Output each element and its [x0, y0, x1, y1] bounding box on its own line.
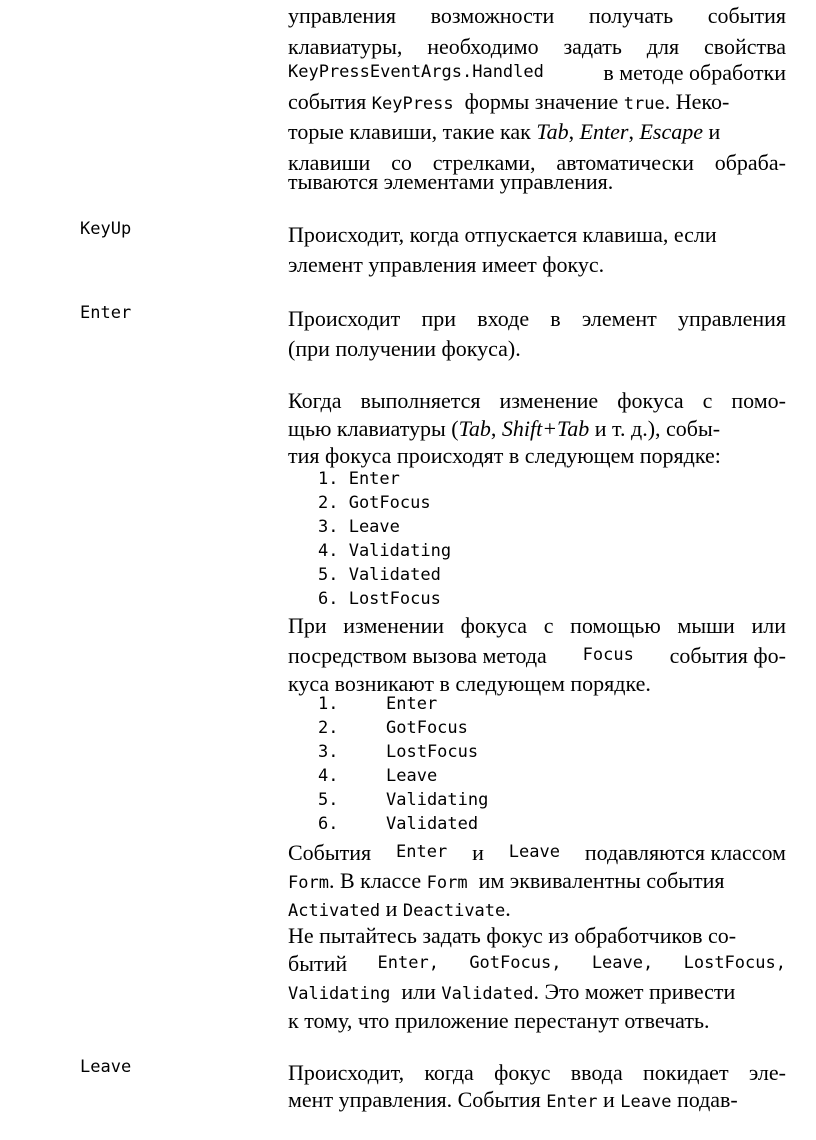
top-line-4 — [288, 86, 786, 117]
list-text: Validating — [386, 790, 489, 810]
text-run: подав- — [676, 1087, 738, 1112]
enter-p4-line-2 — [288, 865, 786, 896]
list-item — [318, 812, 488, 836]
code-term: Validated — [441, 984, 534, 1004]
word: с — [543, 613, 554, 638]
enter-p5-line-3 — [288, 976, 786, 1007]
text-run: и — [472, 840, 484, 865]
text-run: и — [380, 896, 403, 921]
word: эле- — [748, 1060, 786, 1085]
term-leave: Leave — [80, 1057, 132, 1077]
list-item: 4. Validating — [318, 541, 452, 561]
punct: , — [628, 119, 634, 144]
word: выполняется — [360, 388, 481, 413]
punct: . — [505, 896, 511, 921]
word: возможности — [430, 3, 555, 28]
leave-line-2 — [288, 1084, 786, 1115]
list-number: 6. — [318, 814, 339, 834]
code-term: Activated — [288, 901, 381, 921]
enter-p3-line-2 — [288, 640, 786, 671]
word: помо- — [731, 388, 786, 413]
text-run: подавляются классом — [584, 840, 786, 865]
code-term: Enter — [396, 842, 448, 862]
word: свойства — [703, 34, 786, 59]
keyup-line-1: Происходит, когда отпускается клавиша, если — [288, 222, 717, 247]
text-run: события фо- — [669, 643, 786, 668]
text-run: формы значение — [464, 89, 619, 114]
word: управления — [288, 3, 397, 28]
focus-order-list-mouse — [318, 692, 488, 836]
italic-key: Escape — [639, 119, 703, 144]
list-item: 1. Enter — [318, 469, 400, 489]
word: стрелками, — [432, 150, 536, 175]
word: элемент — [581, 306, 657, 331]
italic-key: Tab — [458, 416, 491, 441]
text-run: торые клавиши, такие как — [288, 119, 531, 144]
word: клавиатуры, — [288, 34, 403, 59]
code-term: Enter — [546, 1092, 598, 1112]
word: При — [288, 613, 327, 638]
text-run: . В классе — [328, 868, 422, 893]
code-term: true — [623, 94, 665, 114]
list-number: 1. — [318, 694, 339, 714]
text-run: тываются элементами управления. — [288, 169, 614, 194]
text-run: или — [401, 979, 436, 1004]
list-number: 2. — [318, 718, 339, 738]
word: в — [550, 306, 561, 331]
list-item — [318, 788, 488, 812]
word: получать — [588, 3, 674, 28]
word: Происходит, — [288, 1060, 405, 1085]
word: покидает — [642, 1060, 729, 1085]
word: необходимо — [427, 34, 539, 59]
word: задать — [563, 34, 622, 59]
word: с — [702, 388, 713, 413]
text-run: бытий — [288, 951, 348, 976]
text-run: События — [288, 840, 372, 865]
enter-p4-line-1 — [288, 837, 786, 868]
word: фокус — [494, 1060, 551, 1085]
word: при — [421, 306, 456, 331]
text-run: им эквивалентны события — [478, 868, 725, 893]
code-term: Leave — [508, 842, 560, 862]
word: Когда — [288, 388, 342, 413]
word: или — [751, 613, 786, 638]
list-text: Leave — [386, 766, 438, 786]
top-line-1 — [288, 0, 786, 31]
punct: , — [568, 119, 575, 144]
code-term: GotFocus, — [469, 953, 562, 973]
code-term: Validating — [288, 984, 391, 1004]
code-term: Leave, — [591, 953, 654, 973]
word: для — [646, 34, 680, 59]
word: фокуса — [460, 613, 528, 638]
list-item — [318, 692, 488, 716]
word: автоматически — [556, 150, 694, 175]
word: ввода — [570, 1060, 623, 1085]
code-term: Enter, — [377, 953, 439, 973]
enter-line-2: (при получении фокуса). — [288, 336, 521, 361]
code-term: Deactivate — [402, 901, 506, 921]
word: Происходит — [288, 306, 401, 331]
list-text: Enter — [386, 694, 438, 714]
text-run: мент управления. События — [288, 1087, 541, 1112]
list-text: Validated — [386, 814, 479, 834]
term-keyup: KeyUp — [80, 219, 132, 239]
code-term: Form — [426, 873, 468, 893]
list-text: GotFocus — [386, 718, 468, 738]
list-item: 3. Leave — [318, 517, 400, 537]
code-term: Leave — [620, 1092, 672, 1112]
text-run: события — [288, 89, 367, 114]
list-item — [318, 716, 488, 740]
text-run: и — [708, 119, 721, 144]
word: клавиши — [288, 150, 371, 175]
word: управления — [677, 306, 786, 331]
list-item: 5. Validated — [318, 565, 441, 585]
code-term: KeyPress — [371, 94, 454, 114]
word: когда — [424, 1060, 474, 1085]
code-term: KeyPressEventArgs.Handled — [288, 62, 544, 82]
punct: , — [490, 416, 502, 441]
list-number: 4. — [318, 766, 339, 786]
text-run: и — [602, 1087, 615, 1112]
text-run: посредством вызова метода — [288, 643, 547, 668]
code-term: LostFocus, — [683, 953, 786, 973]
enter-p2-line-1 — [288, 385, 786, 416]
list-item — [318, 764, 488, 788]
enter-p5-line-4: к тому, что приложение перестанут отвечать. — [288, 1008, 710, 1033]
italic-key: Enter — [579, 119, 629, 144]
word: обраба- — [714, 150, 786, 175]
list-item: 6. LostFocus — [318, 589, 441, 609]
text-run: в методе обработки — [603, 60, 786, 85]
word: события — [707, 3, 786, 28]
top-line-5 — [288, 116, 786, 147]
top-line-3 — [288, 57, 786, 88]
word: фокуса — [617, 388, 684, 413]
enter-p3-line-1 — [288, 610, 786, 641]
word: изменении — [343, 613, 444, 638]
word: изменение — [499, 388, 599, 413]
focus-order-list-keyboard — [318, 467, 451, 611]
text-run: и т. д.), собы- — [589, 416, 721, 441]
list-number: 5. — [318, 790, 339, 810]
italic-key: Shift+Tab — [501, 416, 590, 441]
enter-p5-line-1: Не пытайтесь задать фокус из обработчиков со- — [288, 923, 737, 948]
italic-key: Tab — [536, 119, 569, 144]
code-term: Focus — [582, 645, 634, 665]
word: со — [391, 150, 412, 175]
code-term: Form — [288, 873, 329, 893]
text-run: . Это может привести — [533, 979, 736, 1004]
keyup-line-2: элемент управления имеет фокус. — [288, 252, 605, 277]
text-run: щью клавиатуры ( — [288, 416, 459, 441]
text-run: . Неко- — [664, 89, 730, 114]
list-text: LostFocus — [386, 742, 479, 762]
enter-line-1 — [288, 303, 786, 334]
list-item: 2. GotFocus — [318, 493, 431, 513]
enter-p3-line-3: куса возникают в следующем порядке. — [288, 671, 651, 696]
enter-p5-line-2 — [288, 948, 786, 979]
top-line-7 — [288, 166, 786, 197]
term-enter: Enter — [80, 303, 132, 323]
list-number: 3. — [318, 742, 339, 762]
word: входе — [477, 306, 530, 331]
list-item — [318, 740, 488, 764]
word: мыши — [677, 613, 735, 638]
enter-p2-line-3: тия фокуса происходят в следующем порядке: — [288, 443, 721, 468]
word: помощью — [570, 613, 661, 638]
